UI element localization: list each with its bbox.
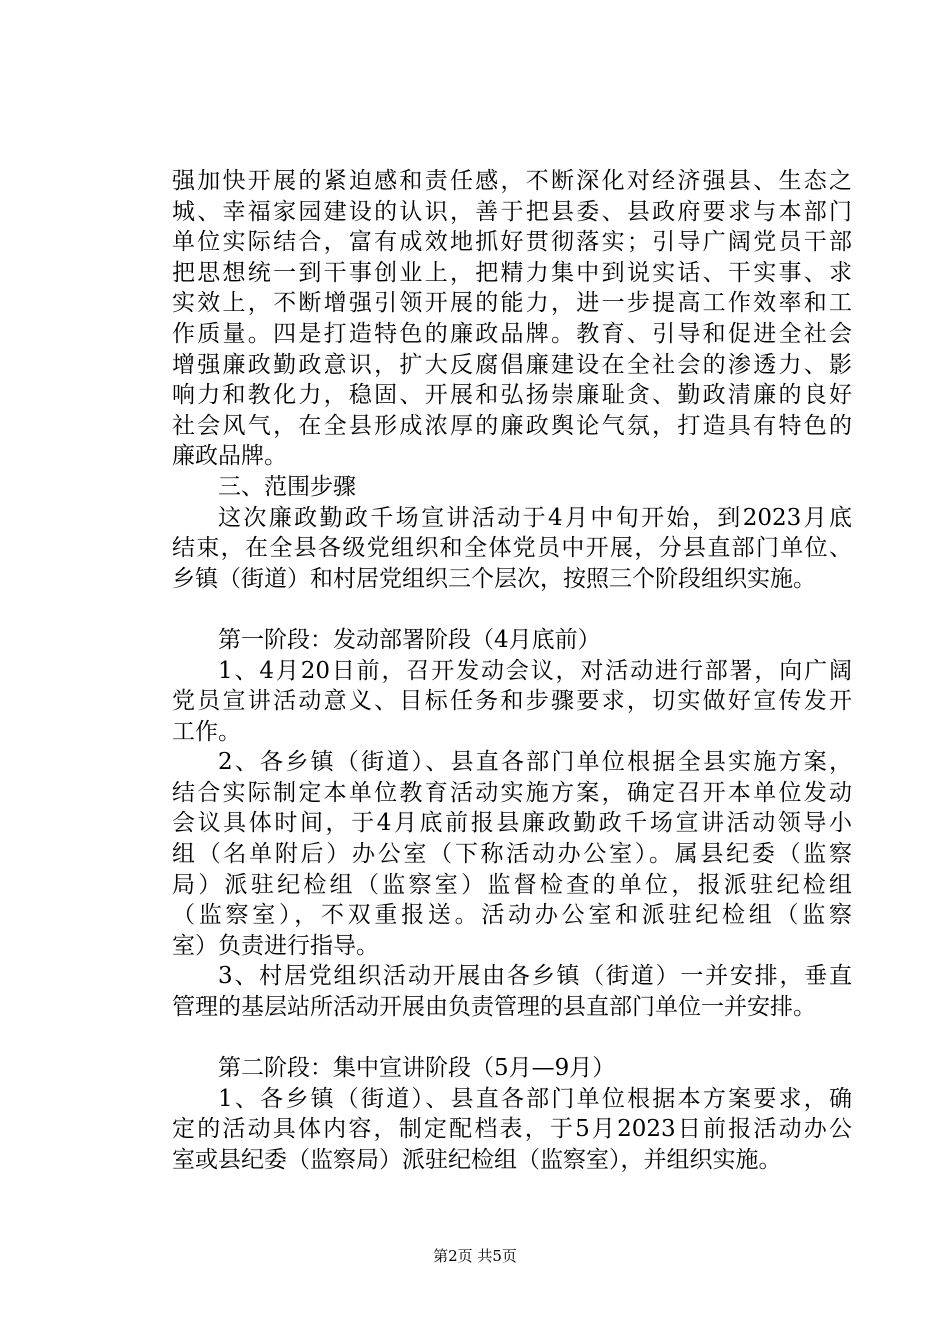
document-body	[172, 166, 852, 1176]
paragraph-line: 局）派驻纪检组（监察室）监督检查的单位，报派驻纪检组	[172, 871, 852, 898]
paragraph-line: 作质量。四是打造特色的廉政品牌。教育、引导和促进全社会	[172, 320, 852, 347]
stage-heading: 第二阶段：集中宣讲阶段（5月—9月）	[218, 1055, 616, 1082]
paragraph-line: 实效上，不断增强引领开展的能力，进一步提高工作效率和工	[172, 290, 852, 317]
paragraph-line: 社会风气，在全县形成浓厚的廉政舆论气氛，打造具有特色的	[172, 412, 852, 439]
paragraph-line: 室）负责进行指导。	[172, 932, 379, 959]
paragraph-line: 城、幸福家园建设的认识，善于把县委、县政府要求与本部门	[172, 198, 852, 225]
paragraph-line: 强加快开展的紧迫感和责任感，不断深化对经济强县、生态之	[172, 168, 852, 194]
paragraph-line: 定的活动具体内容，制定配档表，于5月2023日前报活动办公	[172, 1116, 852, 1143]
section-heading: 三、范围步骤	[218, 473, 356, 500]
paragraph-line: 单位实际结合，富有成效地抓好贯彻落实；引导广阔党员干部	[172, 229, 852, 256]
paragraph-line: 把思想统一到干事创业上，把精力集中到说实话、干实事、求	[172, 259, 852, 286]
blank-line	[172, 1023, 852, 1054]
paragraph-line: 管理的基层站所活动开展由负责管理的县直部门单位一并安排。	[172, 994, 816, 1021]
paragraph-line: 室或县纪委（监察局）派驻纪检组（监察室），并组织实施。	[172, 1147, 782, 1173]
paragraph-line: 3、村居党组织活动开展由各乡镇（街道）一并安排，垂直	[218, 963, 852, 990]
paragraph-line: 乡镇（街道）和村居党组织三个层次，按照三个阶段组织实施。	[172, 565, 816, 592]
paragraph-line: 2、各乡镇（街道）、县直各部门单位根据全县实施方案，	[218, 749, 852, 776]
paragraph-line: 会议具体时间，于4月底前报县廉政勤政千场宣讲活动领导小	[172, 810, 852, 837]
paragraph-line: 工作。	[172, 718, 241, 745]
paragraph-line: 廉政品牌。	[172, 443, 287, 470]
paragraph-line: （监察室），不双重报送。活动办公室和派驻纪检组（监察	[172, 902, 852, 929]
stage-heading: 第一阶段：发动部署阶段（4月底前）	[218, 626, 601, 653]
paragraph-line: 结束，在全县各级党组织和全体党员中开展，分县直部门单位、	[172, 535, 852, 562]
page-number-footer: 第2页 共5页	[433, 1247, 517, 1265]
paragraph-line: 增强廉政勤政意识，扩大反腐倡廉建设在全社会的渗透力、影	[172, 351, 852, 378]
paragraph-line: 结合实际制定本单位教育活动实施方案，确定召开本单位发动	[172, 779, 852, 806]
paragraph-line: 1、4月20日前，召开发动会议，对活动进行部署，向广阔	[218, 657, 852, 684]
paragraph-line: 组（名单附后）办公室（下称活动办公室）。属县纪委（监察	[172, 841, 852, 868]
blank-line	[172, 594, 852, 625]
paragraph-line: 党员宣讲活动意义、目标任务和步骤要求，切实做好宣传发开	[172, 688, 852, 715]
paragraph-line: 响力和教化力，稳固、开展和弘扬崇廉耻贪、勤政清廉的良好	[172, 382, 852, 409]
paragraph-line: 这次廉政勤政千场宣讲活动于4月中旬开始，到2023月底	[218, 504, 852, 531]
paragraph-line: 1、各乡镇（街道）、县直各部门单位根据本方案要求，确	[218, 1085, 852, 1112]
